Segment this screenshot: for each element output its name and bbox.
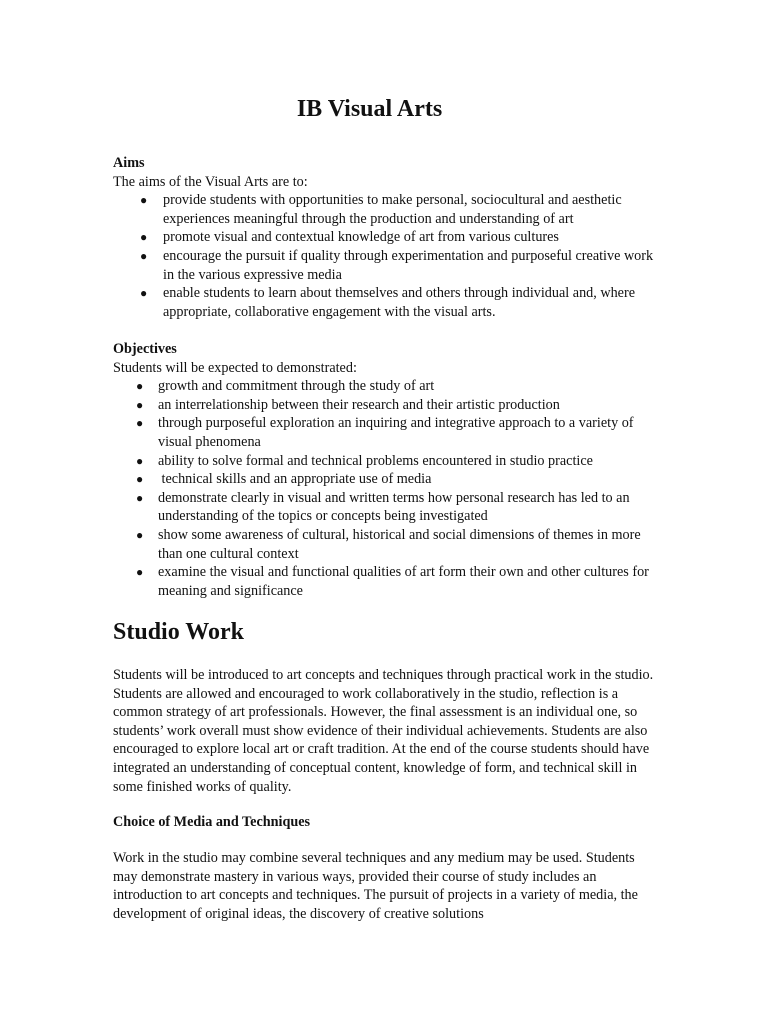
list-item-text: promote visual and contextual knowledge of art from various cultures [163,229,559,246]
objectives-intro: Students will be expected to demonstrated: [113,359,357,376]
aims-heading: Aims [113,155,145,171]
list-item [113,452,658,471]
list-item [113,489,658,526]
list-item-text: examine the visual and functional qualities of art form their own and other cultures for meaning and significance [158,564,649,599]
list-item [113,526,658,563]
list-item [113,377,658,396]
bullet-icon: ● [140,193,148,208]
objectives-section [113,340,658,600]
list-item [113,563,658,600]
list-item-text: growth and commitment through the study of art [158,378,435,395]
list-item-text: provide students with opportunities to make personal, sociocultural and aesthetic experiences meaningful through the production and understanding of art [163,192,622,227]
list-item [113,470,658,489]
aims-list [113,191,658,321]
objectives-list [113,377,658,600]
list-item-text: enable students to learn about themselves and others through individual and, where appropriate, collaborative engagement with the visual arts. [163,285,636,320]
list-item [113,284,658,321]
aims-intro: The aims of the Visual Arts are to: [113,173,308,190]
list-item-text: an interrelationship between their research and their artistic production [158,396,560,413]
list-item-text: through purposeful exploration an inquiring and integrative approach to a variety of visual phenomena [158,415,634,450]
bullet-icon: ● [140,248,148,263]
objectives-heading: Objectives [113,341,177,357]
list-item [113,191,658,228]
list-item [113,228,658,247]
list-item-text: demonstrate clearly in visual and written terms how personal research has led to an understanding of the topics or concepts being investigated [158,489,630,525]
bullet-icon: ● [136,472,144,487]
list-item [113,414,658,451]
list-item [113,247,658,284]
list-item-text: encourage the pursuit if quality through experimentation and purposeful creative work in the various expressive media [163,247,654,283]
bullet-icon: ● [136,490,144,505]
media-techniques-heading: Choice of Media and Techniques [113,814,311,830]
list-item-text: ability to solve formal and technical problems encountered in studio practice [158,452,593,469]
bullet-icon: ● [140,286,148,301]
aims-section [113,154,658,321]
bullet-icon: ● [136,397,144,412]
bullet-icon: ● [136,453,144,468]
studio-work-paragraph: Students will be introduced to art concepts and techniques through practical work in the studio. Students are allowed and encouraged to work collaboratively in the studio, reflection is a common strategy of art professionals. However, the final assessment is an individual one, so students’ work overall must show evidence of their individual achievements. Students are also encouraged to explore local art or craft tradition. At the end of the course students should have integrated an understanding of conceptual content, knowledge of form, and technical skill in some finished works of quality. [113,667,654,795]
studio-work-heading: Studio Work [113,619,244,645]
bullet-icon: ● [136,527,144,542]
bullet-icon: ● [136,565,144,580]
media-techniques-paragraph: Work in the studio may combine several techniques and any medium may be used. Students may demonstrate mastery in various ways, provided their course of study includes an introduction to art concepts and techniques. The pursuit of projects in a variety of media, the development of original ideas, the discovery of creative solutions [113,850,638,922]
bullet-icon: ● [140,230,148,245]
bullet-icon: ● [136,416,144,431]
list-item-text: technical skills and an appropriate use of media [158,471,432,488]
bullet-icon: ● [136,379,144,394]
page-title: IB Visual Arts [296,96,443,122]
list-item-text: show some awareness of cultural, historical and social dimensions of themes in more than one cultural context [158,526,641,562]
list-item [113,396,658,415]
